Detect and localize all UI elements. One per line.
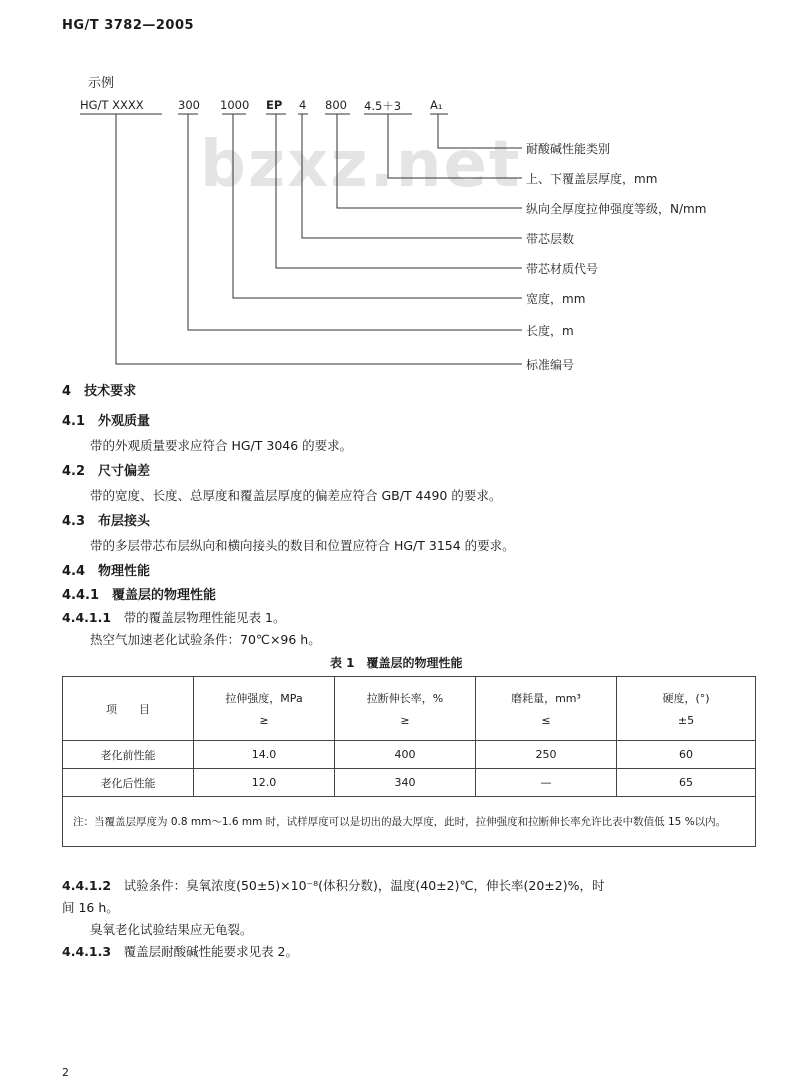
para-4-4-1-2: 4.4.1.2 试验条件：臭氧浓度(50±5)×10⁻⁸(体积分数)，温度(40±2)℃，伸长率(20±2)%，时 (62, 878, 605, 893)
example-title: 示例 (88, 76, 115, 91)
cell-elongation: 340 (335, 769, 476, 797)
section-4-3-text: 带的多层带芯布层纵向和横向接头的数目和位置应符合 HG/T 3154 的要求。 (90, 538, 515, 553)
code-length: 300 (178, 98, 200, 112)
physical-properties-table (62, 676, 756, 847)
th-tensile: 拉伸强度，MPa ≥ (194, 677, 335, 741)
label-thickness: 上、下覆盖层厚度，mm (526, 172, 658, 186)
section-4-4: 4.4 物理性能 (62, 564, 151, 579)
cell-hardness: 65 (617, 769, 756, 797)
para-4-4-1-2-cont: 间 16 h。 (62, 900, 119, 915)
code-plies: 4 (299, 98, 307, 112)
code-strength: 800 (325, 98, 347, 112)
label-length: 长度，m (526, 324, 574, 338)
table-row (63, 741, 756, 769)
th-elongation: 拉断伸长率，% ≥ (335, 677, 476, 741)
table-note: 注：当覆盖层厚度为 0.8 mm～1.6 mm 时，试样厚度可以是切出的最大厚度，此时，拉伸强度和拉断伸长率允许比表中数值低 15 %以内。 (63, 797, 756, 847)
th-hardness: 硬度，(°) ±5 (617, 677, 756, 741)
watermark: bzxz.net (200, 128, 522, 202)
table-note-row (63, 797, 756, 847)
code-material: EP (266, 98, 283, 112)
section-4-2-text: 带的宽度、长度、总厚度和覆盖层厚度的偏差应符合 GB/T 4490 的要求。 (90, 488, 502, 503)
cell-tensile: 12.0 (194, 769, 335, 797)
code-class: A₁ (430, 98, 443, 112)
label-material: 带芯材质代号 (526, 262, 599, 276)
section-4: 4 技术要求 (62, 384, 137, 399)
table-row (63, 769, 756, 797)
standard-code-header: HG/T 3782—2005 (62, 18, 195, 33)
cell-wear: 250 (476, 741, 617, 769)
label-strength: 纵向全厚度拉伸强度等级，N/mm (526, 202, 707, 216)
table-caption: 表 1 覆盖层的物理性能 (330, 656, 463, 670)
label-class: 耐酸碱性能类别 (526, 142, 611, 156)
para-4-4-1-3: 4.4.1.3 覆盖层耐酸碱性能要求见表 2。 (62, 944, 298, 959)
para-4-4-1-1-aging: 热空气加速老化试验条件：70℃×96 h。 (90, 632, 321, 647)
section-4-1: 4.1 外观质量 (62, 414, 151, 429)
cell-item: 老化前性能 (63, 741, 194, 769)
label-plies: 带芯层数 (526, 232, 575, 246)
para-ozone-result: 臭氧老化试验结果应无龟裂。 (90, 922, 253, 937)
label-width: 宽度，mm (526, 292, 586, 306)
cell-item: 老化后性能 (63, 769, 194, 797)
para-4-4-1-1: 4.4.1.1 带的覆盖层物理性能见表 1。 (62, 610, 286, 625)
cell-hardness: 60 (617, 741, 756, 769)
label-standard: 标准编号 (526, 358, 575, 372)
cell-wear: — (476, 769, 617, 797)
table-header-row (63, 677, 756, 741)
section-4-2: 4.2 尺寸偏差 (62, 464, 151, 479)
page-number: 2 (62, 1066, 69, 1079)
section-4-3: 4.3 布层接头 (62, 514, 151, 529)
cell-elongation: 400 (335, 741, 476, 769)
section-4-1-text: 带的外观质量要求应符合 HG/T 3046 的要求。 (90, 438, 353, 453)
code-standard: HG/T XXXX (80, 98, 144, 112)
code-width: 1000 (220, 98, 250, 112)
section-4-4-1: 4.4.1 覆盖层的物理性能 (62, 588, 217, 603)
th-item: 项 目 (63, 677, 194, 741)
cell-tensile: 14.0 (194, 741, 335, 769)
th-wear: 磨耗量，mm³ ≤ (476, 677, 617, 741)
code-thickness: 4.5＋3 (364, 99, 402, 113)
